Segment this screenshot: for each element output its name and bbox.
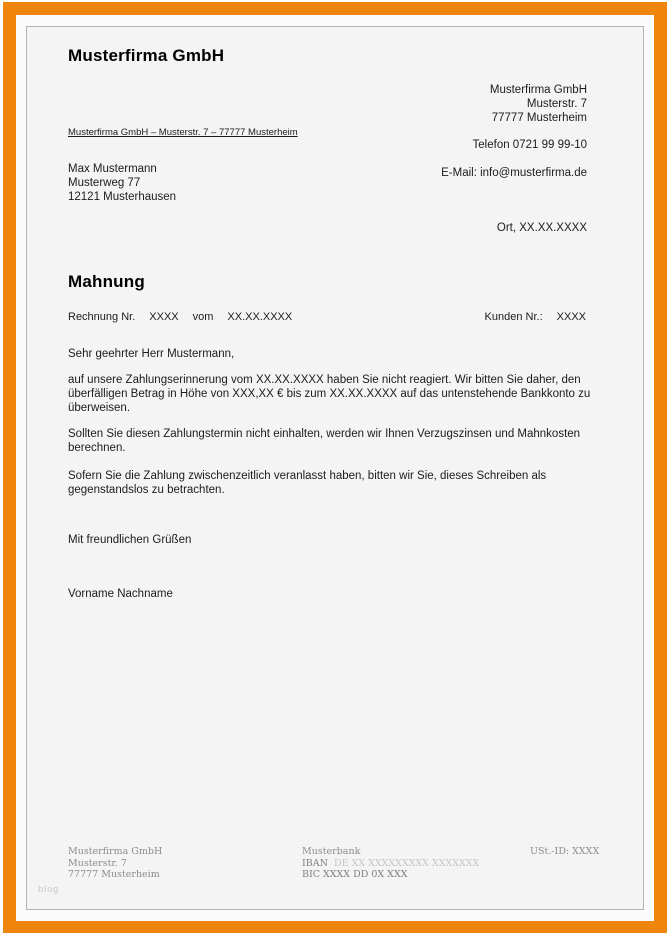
recipient-name: Max Mustermann <box>68 163 157 175</box>
recipient-street: Musterweg 77 <box>68 177 141 189</box>
contact-street: Musterstr. 7 <box>526 98 587 110</box>
letter-page <box>26 26 644 910</box>
invoice-date-label: vom <box>192 311 214 323</box>
recipient-address-block <box>68 162 176 204</box>
contact-email: E-Mail: info@musterfirma.de <box>441 167 587 179</box>
letterhead-company-title: Musterfirma GmbH <box>68 46 225 65</box>
footer-vat-id: USt.-ID: XXXX <box>530 846 600 857</box>
footer-bic-line: BIC XXXX DD 0X XXX <box>302 869 408 880</box>
subject-heading: Mahnung <box>68 272 145 291</box>
footer-bank-name: Musterbank <box>302 846 361 857</box>
iban-value: DE XX XXXXXXXXX XXXXXXX <box>333 857 480 869</box>
footer-company-street: Musterstr. 7 <box>68 857 127 869</box>
closing-phrase: Mit freundlichen Grüßen <box>68 534 192 546</box>
place-date-line: Ort, XX.XX.XXXX <box>496 222 587 234</box>
customer-number-value: XXXX <box>556 311 586 323</box>
invoice-number-label: Rechnung Nr. <box>68 311 136 323</box>
customer-number-label: Kunden Nr.: <box>484 311 543 323</box>
body-paragraph: Sofern Sie die Zahlung zwischenzeitlich veranlasst haben, bitten wir Sie, dieses Schreiben als gegenstandslos zu betrachten. <box>68 470 547 496</box>
return-address-line: Musterfirma GmbH – Musterstr. 7 – 77777 Musterheim <box>68 127 298 138</box>
contact-phone: Telefon 0721 99 99-10 <box>472 139 587 151</box>
invoice-reference <box>68 311 292 323</box>
customer-reference <box>485 311 586 323</box>
contact-company: Musterfirma GmbH <box>489 84 587 96</box>
invoice-number-value: XXXX <box>149 311 179 323</box>
footer-iban-line <box>302 858 479 870</box>
footer-company-name: Musterfirma GmbH <box>68 846 163 857</box>
invoice-date-value: XX.XX.XXXX <box>227 311 293 323</box>
salutation: Sehr geehrter Herr Mustermann, <box>68 348 235 360</box>
recipient-city: 12121 Musterhausen <box>68 191 177 203</box>
sender-contact-block <box>441 83 587 180</box>
contact-city: 77777 Musterheim <box>491 112 587 124</box>
iban-label: IBAN <box>302 857 328 869</box>
footer-bank-column <box>302 846 479 881</box>
footer-company-city: 77777 Musterheim <box>68 869 160 880</box>
signature-name: Vorname Nachname <box>68 588 173 600</box>
body-paragraph: Sollten Sie diesen Zahlungstermin nicht einhalten, werden wir Ihnen Verzugszinsen und Mahnkosten berechnen. <box>68 428 581 454</box>
footer-company-column <box>68 846 162 881</box>
watermark-text: blog <box>38 884 59 894</box>
body-paragraph: auf unsere Zahlungserinnerung vom XX.XX.XXXX haben Sie nicht reagiert. Wir bitten Sie daher, den überfälligen Betrag in Höhe von XXX,XX € bis zum XX.XX.XXXX auf das untenstehende Bankkonto zu überweisen. <box>68 374 591 414</box>
